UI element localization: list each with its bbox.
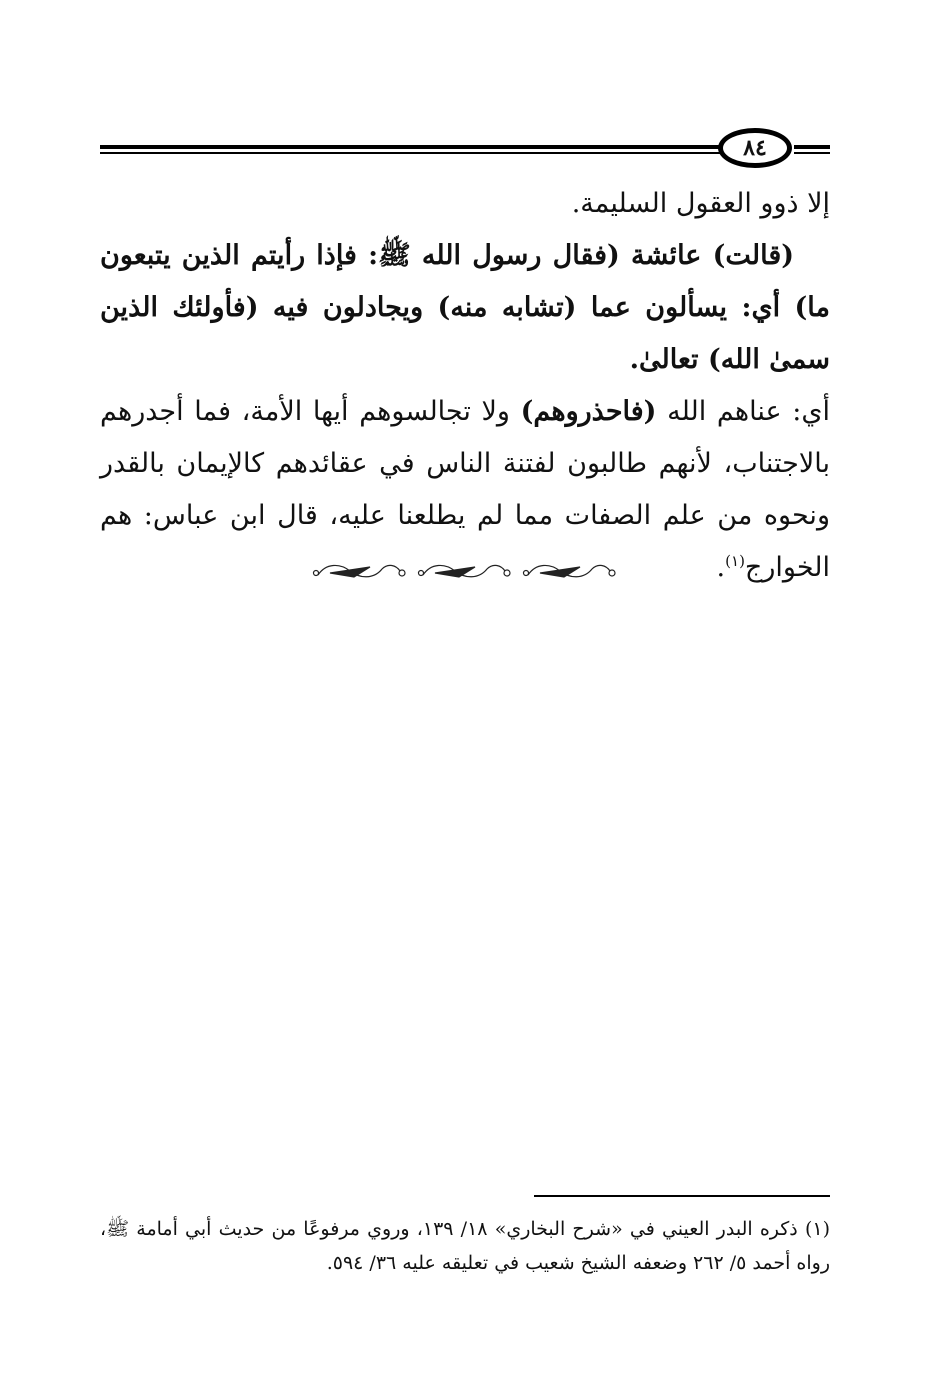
footnote-marker: (١) <box>725 552 745 570</box>
commentary-end: . <box>716 552 726 583</box>
footnote-separator <box>534 1195 830 1197</box>
ornament-unit-center <box>419 565 511 577</box>
page-number: ٨٤ <box>718 128 792 168</box>
main-text <box>100 178 830 594</box>
header-rule-thick <box>100 145 722 149</box>
footnote-text: (١) ذكره البدر العيني في «شرح البخاري» ١٨/ ١٣٩، وروي مرفوعًا من حديث أبي أمامة ﷺ، رواه أحمد ٥/ ٢٦٢ وضعفه الشيخ شعيب في تعليقه عليه ٣٦/ ٥٩٤. <box>100 1218 830 1274</box>
line-continuation: إلا ذوو العقول السليمة. <box>571 188 830 219</box>
header-rule-right-thick <box>794 145 830 149</box>
page-header <box>100 128 830 172</box>
header-rule-thin <box>100 152 722 154</box>
hadith-text-c: (فأولئك الذين سمىٰ الله) تعالىٰ. <box>100 292 830 375</box>
header-rule-right-thin <box>794 152 830 154</box>
footnote <box>100 1212 830 1280</box>
hadith-text-b: فإذا رأيتم الذين يتبعون ما) أي: يسألون عما (تشابه منه) ويجادلون فيه <box>100 240 830 323</box>
paragraph-hadith <box>100 230 830 386</box>
decorative-divider-ornament <box>310 555 620 587</box>
ornament-unit-right <box>524 565 616 577</box>
commentary-c: ولا تجالسوهم أيها الأمة، فما أجدرهم بالاجتناب، لأنهم طالبون لفتنة الناس في عقائدهم كالإيمان بالقدر ونحوه من علم الصفات مما لم يطلعنا عليه، قال ابن عباس: هم الخوارج <box>100 396 830 583</box>
commentary-a: أي: عناهم الله <box>656 396 830 427</box>
commentary-quote: (فاحذروهم) <box>520 396 657 427</box>
ornament-unit-left <box>314 565 406 577</box>
hadith-text-a: (قالت) عائشة (فقال رسول الله ﷺ: <box>356 240 795 271</box>
